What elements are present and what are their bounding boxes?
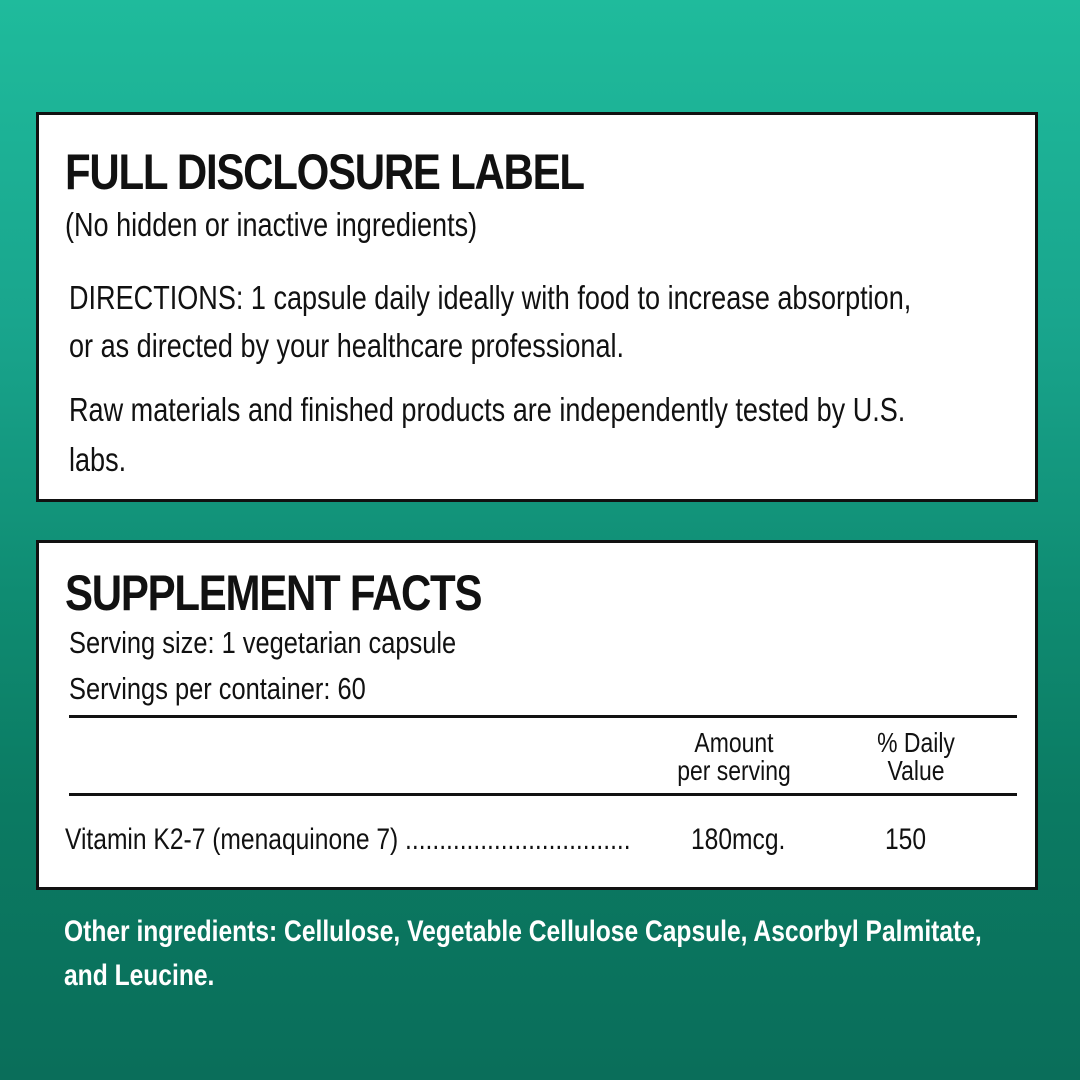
ingredient-amount: 180mcg. xyxy=(691,823,786,856)
amount-column-header xyxy=(659,729,809,785)
other-ingredients xyxy=(64,910,982,998)
facts-top-rule xyxy=(69,715,1017,718)
supplement-facts-panel xyxy=(36,540,1038,890)
directions-line-1: DIRECTIONS: 1 capsule daily ideally with food to increase absorption, xyxy=(69,279,912,316)
supplement-facts-title: SUPPLEMENT FACTS xyxy=(65,565,482,621)
daily-value-column-header xyxy=(851,729,981,785)
other-ingredients-line-2: and Leucine. xyxy=(64,959,215,992)
facts-header-rule xyxy=(69,793,1017,796)
servings-per-container: Servings per container: 60 xyxy=(69,671,366,706)
amount-header-line-2: per serving xyxy=(677,755,791,786)
full-disclosure-panel xyxy=(36,112,1038,502)
other-ingredients-line-1: Other ingredients: Cellulose, Vegetable Cellulose Capsule, Ascorbyl Palmitate, xyxy=(64,915,982,948)
testing-line-1: Raw materials and finished products are independently tested by U.S. xyxy=(69,391,906,428)
amount-header-line-1: Amount xyxy=(694,727,774,758)
serving-size: Serving size: 1 vegetarian capsule xyxy=(69,625,457,660)
full-disclosure-title: FULL DISCLOSURE LABEL xyxy=(65,144,584,200)
ingredient-daily-value: 150 xyxy=(885,823,927,856)
testing-line-2: labs. xyxy=(69,441,127,478)
dv-header-line-1: % Daily xyxy=(877,727,955,758)
dv-header-line-2: Value xyxy=(887,755,945,786)
disclosure-subtitle: (No hidden or inactive ingredients) xyxy=(65,206,478,243)
directions-line-2: or as directed by your healthcare professional. xyxy=(69,327,625,364)
ingredient-name: Vitamin K2-7 (menaquinone 7) ................................. xyxy=(65,823,631,856)
